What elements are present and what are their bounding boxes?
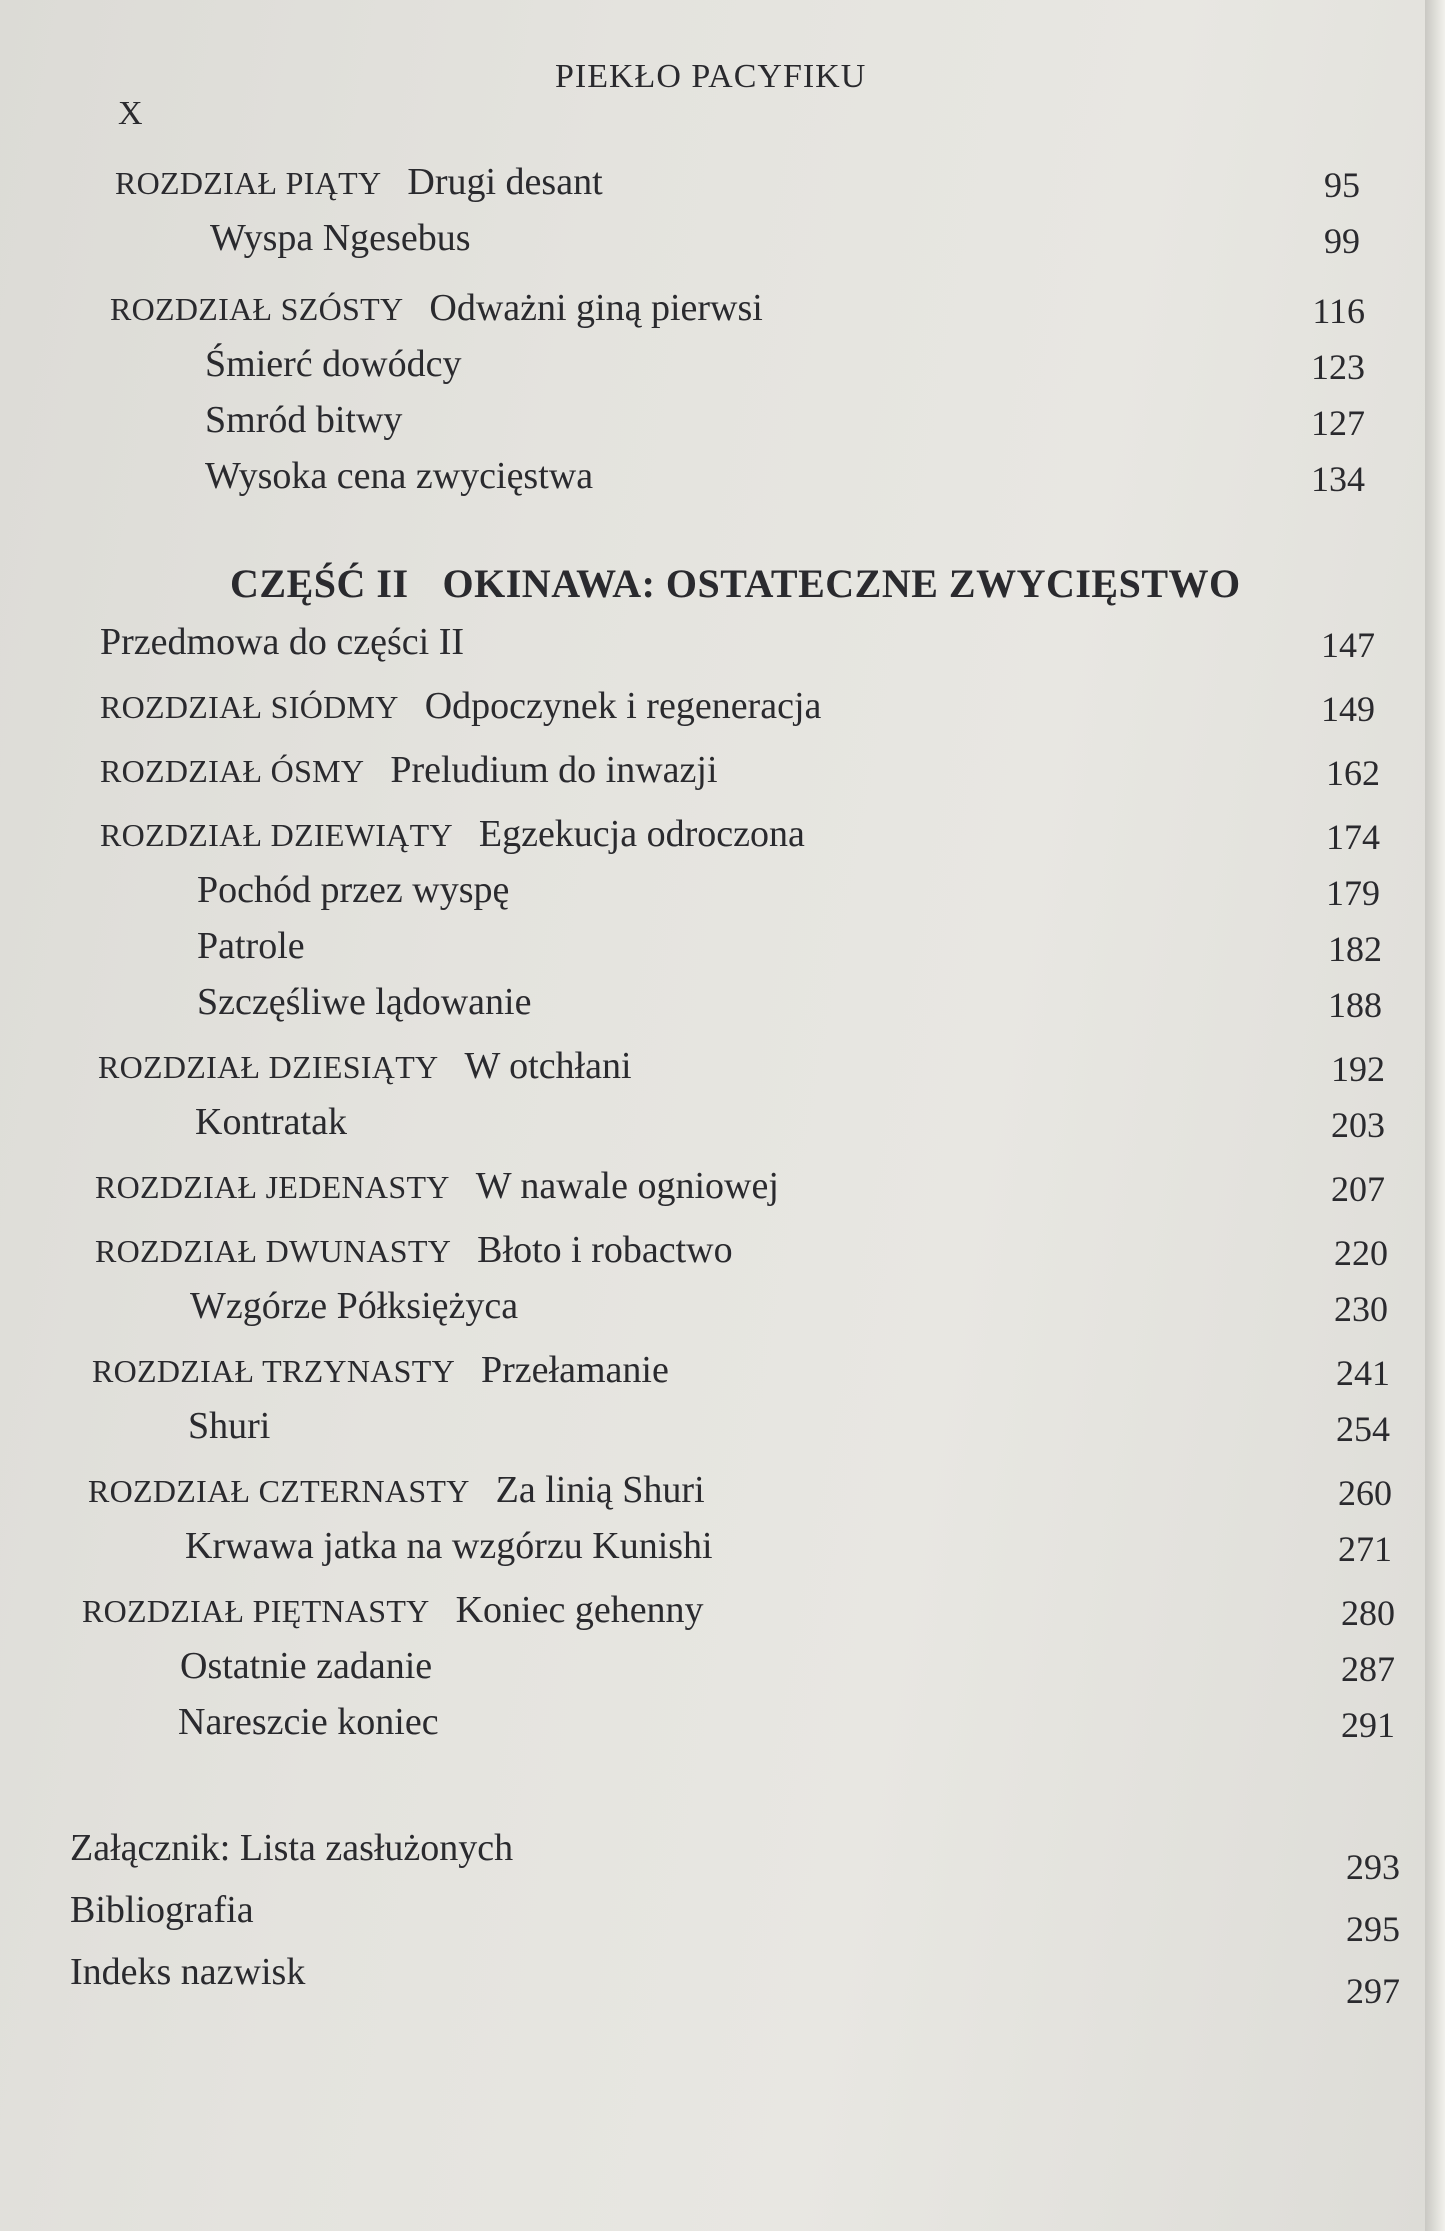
chapter-title: Odpoczynek i regeneracja [424,685,822,727]
backmatter-title: Załącznik: Lista zasłużonych [70,1827,514,1869]
chapter-label: ROZDZIAŁ PIĘTNASTY [82,1593,430,1629]
toc-chapter-row [70,1348,1400,1404]
toc-preface-row [70,620,1400,676]
chapter-label: ROZDZIAŁ TRZYNASTY [92,1353,456,1389]
toc-chapter-row [70,1228,1400,1284]
page-ref: 220 [1334,1233,1388,1273]
toc-chapter-row [70,1044,1400,1100]
toc-chapter-row [70,748,1400,804]
toc-section-row [70,1284,1400,1340]
toc-chapter-row [70,160,1400,216]
page-ref: 254 [1336,1409,1390,1449]
chapter-title: Odważni giną pierwsi [429,287,763,329]
part-heading [70,530,1400,620]
section-title: Wysoka cena zwycięstwa [205,455,594,497]
page-ref: 99 [1324,221,1360,261]
toc-section-row [70,868,1400,924]
section-title: Szczęśliwe lądowanie [197,981,532,1023]
section-title: Wzgórze Półksiężyca [190,1285,519,1327]
page-ref: 127 [1311,403,1365,443]
page-ref: 134 [1311,459,1365,499]
page-ref: 260 [1338,1473,1392,1513]
page-ref: 149 [1321,689,1375,729]
chapter-title: Błoto i robactwo [477,1229,733,1271]
toc-chapter-row [70,1588,1400,1644]
backmatter-title: Indeks nazwisk [70,1951,306,1993]
toc-section-row [70,1700,1400,1756]
toc-chapter-row [70,1164,1400,1220]
toc-chapter-row [70,286,1400,342]
toc-section-row [70,1524,1400,1580]
toc-backmatter-row [70,1950,1400,2012]
toc-section-row [70,980,1400,1036]
page-ref: 147 [1321,625,1375,665]
section-title: Ostatnie zadanie [180,1645,433,1687]
chapter-title: Przełamanie [481,1349,669,1391]
page-ref: 291 [1341,1705,1395,1745]
section-title: Smród bitwy [205,399,403,441]
page-ref: 293 [1346,1847,1400,1887]
page-ref: 179 [1326,873,1380,913]
toc-section-row [70,1644,1400,1700]
part-label: CZĘŚĆ II [230,561,409,606]
section-title: Wyspa Ngesebus [210,217,471,259]
page-ref: 230 [1334,1289,1388,1329]
chapter-label: ROZDZIAŁ ÓSMY [100,753,365,789]
toc-section-row [70,1404,1400,1460]
page-ref: 297 [1346,1971,1400,2011]
chapter-label: ROZDZIAŁ DZIEWIĄTY [100,817,453,853]
chapter-label: ROZDZIAŁ DZIESIĄTY [98,1049,439,1085]
chapter-label: ROZDZIAŁ CZTERNASTY [88,1473,470,1509]
page-ref: 203 [1331,1105,1385,1145]
chapter-title: Egzekucja odroczona [478,813,805,855]
chapter-label: ROZDZIAŁ DWUNASTY [95,1233,452,1269]
chapter-title: Za linią Shuri [495,1469,705,1511]
chapter-title: Preludium do inwazji [390,749,718,791]
page-ref: 188 [1328,985,1382,1025]
section-title: Patrole [197,925,305,967]
page-ref: 287 [1341,1649,1395,1689]
toc-section-row [70,342,1400,398]
toc-section-row [70,1100,1400,1156]
chapter-label: ROZDZIAŁ SIÓDMY [100,689,399,725]
toc-section-row [70,454,1400,510]
chapter-title: W otchłani [464,1045,632,1087]
toc-backmatter-row [70,1826,1400,1888]
backmatter-title: Bibliografia [70,1889,254,1931]
toc-section-row [70,398,1400,454]
preface-title: Przedmowa do części II [100,621,465,663]
page-ref: 174 [1326,817,1380,857]
section-title: Pochód przez wyspę [197,869,510,911]
page-ref: 182 [1328,929,1382,969]
page-ref: 241 [1336,1353,1390,1393]
page-ref: 95 [1324,165,1360,205]
chapter-title: Koniec gehenny [455,1589,704,1631]
page-ref: 207 [1331,1169,1385,1209]
section-title: Shuri [188,1405,271,1447]
section-title: Kontratak [195,1101,347,1143]
page-ref: 295 [1346,1909,1400,1949]
page-ref: 116 [1312,291,1365,331]
page-ref: 271 [1338,1529,1392,1569]
toc-chapter-row [70,684,1400,740]
chapter-title: Drugi desant [407,161,603,203]
page-ref: 162 [1326,753,1380,793]
chapter-label: ROZDZIAŁ PIĄTY [115,165,382,201]
section-title: Krwawa jatka na wzgórzu Kunishi [185,1525,713,1567]
chapter-label: ROZDZIAŁ SZÓSTY [110,291,404,327]
section-title: Nareszcie koniec [178,1701,439,1743]
page-number: X [118,95,143,132]
running-title: PIEKŁO PACYFIKU [555,58,867,95]
page-ref: 192 [1331,1049,1385,1089]
toc-chapter-row [70,1468,1400,1524]
toc-section-row [70,924,1400,980]
chapter-title: W nawale ogniowej [475,1165,779,1207]
table-of-contents [70,160,1400,2012]
page-ref: 123 [1311,347,1365,387]
page-ref: 280 [1341,1593,1395,1633]
toc-chapter-row [70,812,1400,868]
page-edge [1425,0,1445,2231]
part-title: OKINAWA: OSTATECZNE ZWYCIĘSTWO [442,561,1241,606]
chapter-label: ROZDZIAŁ JEDENASTY [95,1169,450,1205]
toc-section-row [70,216,1400,272]
section-title: Śmierć dowódcy [205,343,462,385]
toc-backmatter-row [70,1888,1400,1950]
